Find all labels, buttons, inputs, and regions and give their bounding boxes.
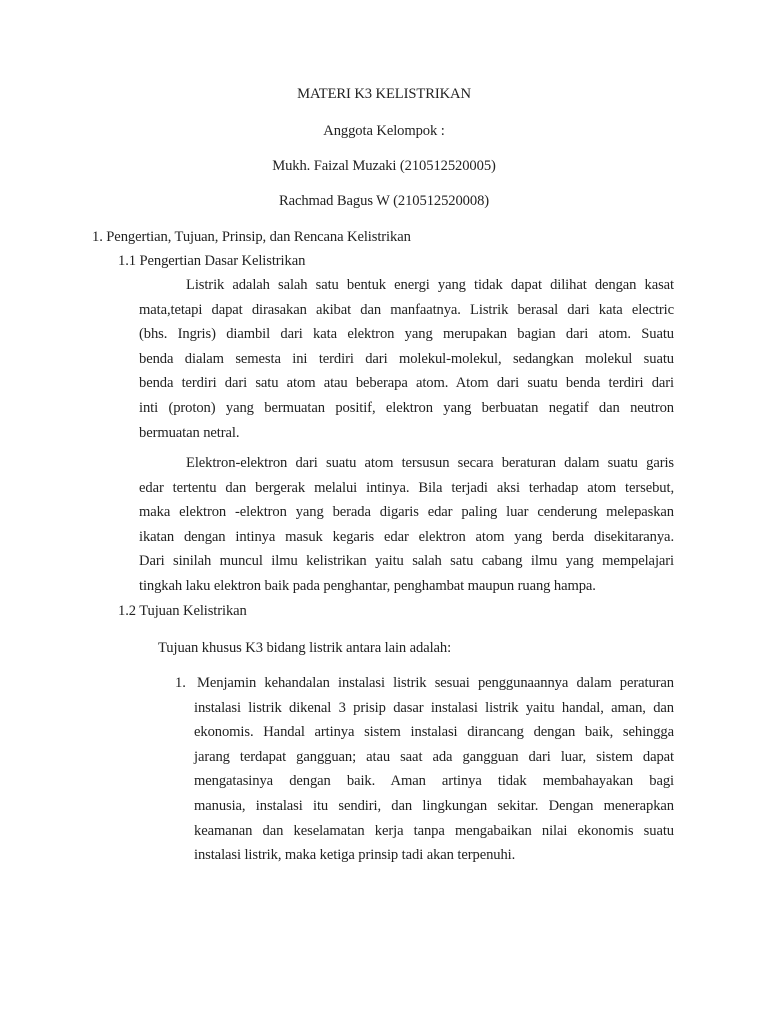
text-line: bermuatan netral. bbox=[139, 424, 240, 441]
text-line: (bhs. Ingris) diambil dari kata elektron yang merupakan bagian dari atom. Suatu bbox=[139, 326, 674, 343]
text-line: Menjamin kehandalan instalasi listrik sesuai penggunaannya dalam peraturan bbox=[197, 675, 674, 691]
member-name: Mukh. Faizal Muzaki (210512520005) bbox=[272, 158, 496, 174]
text-line: mengatasinya dengan baik. Aman artinya tidak membahayakan bagi bbox=[194, 773, 674, 790]
paragraph-definition bbox=[139, 273, 674, 445]
text-line: Elektron-elektron dari suatu atom tersusun secara beraturan dalam suatu garis bbox=[186, 455, 674, 471]
text-line: maka elektron -elektron yang berada digaris edar paling luar cenderung melepaskan bbox=[139, 504, 674, 521]
text-line: Dari sinilah muncul ilmu kelistrikan yaitu salah satu cabang ilmu yang mempelajari bbox=[139, 553, 674, 570]
subsection-heading: 1.1 Pengertian Dasar Kelistrikan bbox=[118, 253, 306, 269]
group-label: Anggota Kelompok : bbox=[323, 123, 445, 139]
intro-text: Tujuan khusus K3 bidang listrik antara lain adalah: bbox=[158, 640, 452, 656]
text-line: benda dialam semesta ini terdiri dari molekul-molekul, sedangkan molekul suatu bbox=[139, 350, 674, 367]
text-line: ikatan dengan intinya masuk kegaris edar elektron atom yang berda disekitaranya. bbox=[139, 528, 674, 545]
text-line: inti (proton) yang bermuatan positif, elektron yang berbuatan negatif dan neutron bbox=[139, 399, 674, 416]
list-item bbox=[194, 671, 674, 868]
text-line: benda terdiri dari satu atom atau beberapa atom. Atom dari suatu benda terdiri dari bbox=[139, 375, 674, 392]
text-line: instalasi listrik, maka ketiga prinsip tadi akan terpenuhi. bbox=[194, 847, 516, 864]
text-line: instalasi listrik dikenal 3 prisip dasar instalasi listrik yaitu handal, aman, dan bbox=[194, 699, 674, 716]
text-line: keamanan dan keselamatan kerja tanpa mengabaikan nilai ekonomis suatu bbox=[194, 822, 674, 839]
text-line: tingkah laku elektron baik pada penghantar, penghambat maupun ruang hampa. bbox=[139, 577, 596, 594]
text-line: manusia, instalasi itu sendiri, dan lingkungan sekitar. Dengan menerapkan bbox=[194, 797, 674, 814]
paragraph-electrons bbox=[139, 451, 674, 599]
text-line: mata,tetapi dapat dirasakan akibat dan manfaatnya. Listrik berasal dari kata electric bbox=[139, 301, 674, 318]
member-name: Rachmad Bagus W (210512520008) bbox=[278, 193, 490, 209]
text-line: Listrik adalah salah satu bentuk energi yang tidak dapat dilihat dengan kasat bbox=[186, 277, 674, 293]
subsection-heading: 1.2 Tujuan Kelistrikan bbox=[118, 603, 247, 619]
text-line: jarang terdapat gangguan; atau saat ada gangguan dari luar, sistem dapat bbox=[194, 748, 674, 765]
text-line: edar tertentu dan bergerak melalui intinya. Bila terjadi aksi terhadap atom tersebut, bbox=[139, 479, 674, 496]
document-title: MATERI K3 KELISTRIKAN bbox=[297, 86, 471, 102]
list-number: 1. bbox=[175, 675, 186, 691]
section-heading: 1. Pengertian, Tujuan, Prinsip, dan Rencana Kelistrikan bbox=[92, 229, 411, 245]
text-line: ekonomis. Handal artinya sistem instalasi dirancang dengan baik, sehingga bbox=[194, 724, 674, 741]
